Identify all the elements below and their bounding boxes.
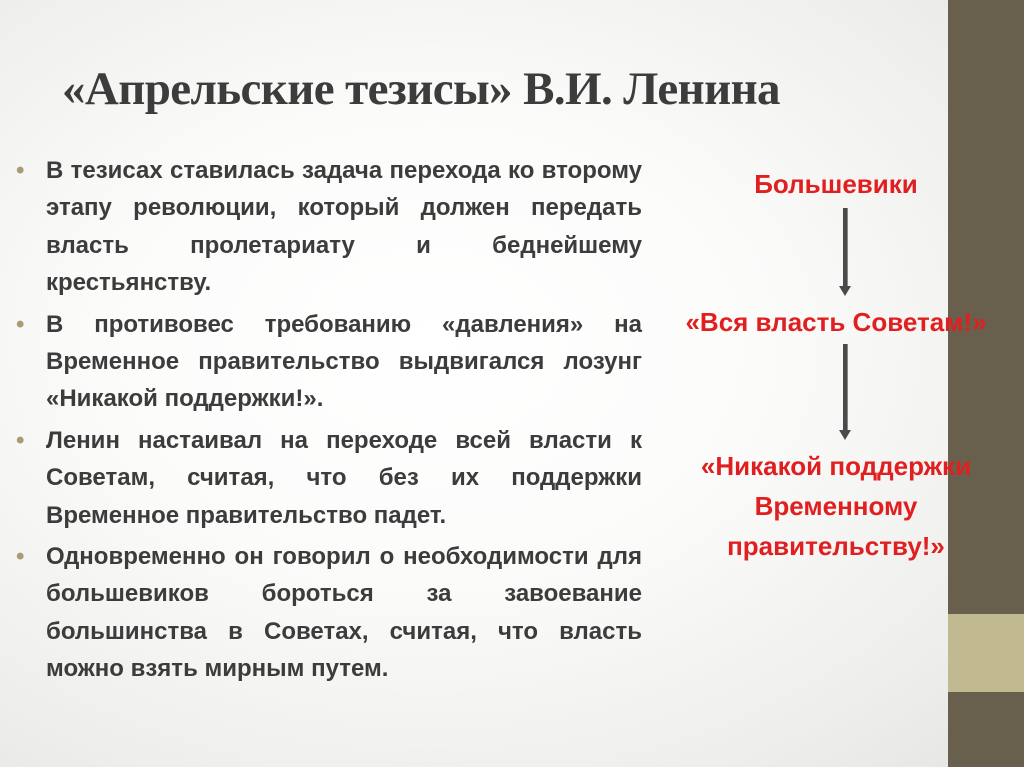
bullet-marker: • xyxy=(16,543,25,571)
bullet-marker: • xyxy=(16,310,25,338)
arrow-shaft xyxy=(843,208,847,286)
bullet-item xyxy=(16,152,642,302)
down-arrow-icon xyxy=(839,208,851,296)
down-arrow-icon xyxy=(839,344,851,440)
bullet-item xyxy=(16,422,642,534)
bullet-text: В противовес требованию «давления» на Временное правительство выдвигался лозунг «Никакой поддержки!». xyxy=(46,310,642,413)
bullet-marker: • xyxy=(16,157,25,184)
bullet-text: В тезисах ставилась задача перехода ко второму этапу революции, который должен передать власть пролетариату и беднейшему крестьянству. xyxy=(46,157,642,297)
arrow-shaft xyxy=(843,344,847,430)
slide-title: «Апрельские тезисы» В.И. Ленина xyxy=(62,63,780,115)
bullet-item xyxy=(16,306,642,418)
bullet-text: Одновременно он говорил о необходимости для большевиков бороться за завоевание большинства в Советах, считая, что власть можно взять мирным путем. xyxy=(46,543,642,683)
bullet-list xyxy=(16,152,642,692)
bullet-marker: • xyxy=(16,426,25,454)
slogan-flow-diagram xyxy=(650,156,1022,716)
bullet-item xyxy=(16,538,642,688)
bullet-text: Ленин настаивал на переходе всей власти к Советам, считая, что без их поддержки Временное правительство падет. xyxy=(46,426,642,529)
arrow-head xyxy=(839,430,851,440)
arrow-head xyxy=(839,286,851,296)
flow-node-no-support-slogan: «Никакой поддержки Временному правительству!» xyxy=(700,451,972,561)
flow-node-all-power-slogan: «Вся власть Советам!» xyxy=(685,307,987,337)
flow-node-bolsheviks: Большевики xyxy=(754,169,918,199)
